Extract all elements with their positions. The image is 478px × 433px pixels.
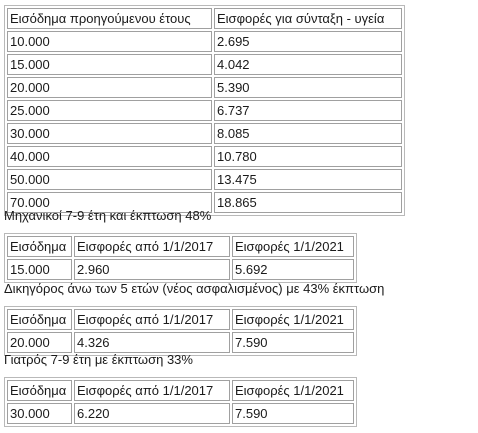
contribution-cell: 18.865	[214, 192, 402, 213]
table-row	[7, 403, 354, 424]
income-cell: 30.000	[7, 403, 72, 424]
header-contributions-2017: Εισφορές από 1/1/2017	[74, 380, 230, 401]
contribution-cell: 10.780	[214, 146, 402, 167]
header-income: Εισόδημα προηγούμενου έτους	[7, 8, 212, 29]
income-cell: 10.000	[7, 31, 212, 52]
income-cell: 30.000	[7, 123, 212, 144]
contribution-2021-cell: 5.692	[232, 259, 354, 280]
contribution-cell: 13.475	[214, 169, 402, 190]
income-cell: 15.000	[7, 54, 212, 75]
table-header-row	[7, 380, 354, 401]
lawyers-table	[4, 306, 357, 356]
header-contributions-2017: Εισφορές από 1/1/2017	[74, 309, 230, 330]
contributions-table	[4, 5, 405, 216]
contribution-2021-cell: 7.590	[232, 332, 354, 353]
header-contributions-2021: Εισφορές 1/1/2021	[232, 236, 354, 257]
table-row	[7, 259, 354, 280]
header-contributions-2021: Εισφορές 1/1/2021	[232, 309, 354, 330]
contribution-2017-cell: 6.220	[74, 403, 230, 424]
income-cell: 15.000	[7, 259, 72, 280]
table-row	[7, 77, 402, 98]
contribution-cell: 8.085	[214, 123, 402, 144]
income-cell: 25.000	[7, 100, 212, 121]
income-cell: 20.000	[7, 77, 212, 98]
header-contributions: Εισφορές για σύνταξη - υγεία	[214, 8, 402, 29]
contribution-cell: 5.390	[214, 77, 402, 98]
header-income: Εισόδημα	[7, 236, 72, 257]
section-caption-engineers: Μηχανικοί 7-9 έτη και έκπτωση 48%	[4, 208, 212, 223]
table-row	[7, 146, 402, 167]
contribution-cell: 2.695	[214, 31, 402, 52]
table-row	[7, 31, 402, 52]
table-row	[7, 54, 402, 75]
section-caption-doctors: Γιατρός 7-9 έτη με έκπτωση 33%	[4, 352, 193, 367]
header-income: Εισόδημα	[7, 309, 72, 330]
contribution-cell: 6.737	[214, 100, 402, 121]
header-contributions-2021: Εισφορές 1/1/2021	[232, 380, 354, 401]
income-cell: 50.000	[7, 169, 212, 190]
contribution-2017-cell: 4.326	[74, 332, 230, 353]
table-row	[7, 169, 402, 190]
table-row	[7, 332, 354, 353]
income-cell: 40.000	[7, 146, 212, 167]
engineers-table	[4, 233, 357, 283]
contribution-2017-cell: 2.960	[74, 259, 230, 280]
header-income: Εισόδημα	[7, 380, 72, 401]
table-header-row	[7, 236, 354, 257]
contribution-2021-cell: 7.590	[232, 403, 354, 424]
income-cell: 20.000	[7, 332, 72, 353]
doctors-table	[4, 377, 357, 427]
table-row	[7, 123, 402, 144]
table-row	[7, 100, 402, 121]
table-header-row	[7, 309, 354, 330]
table-header-row	[7, 8, 402, 29]
section-caption-lawyers: Δικηγόρος άνω των 5 ετών (νέος ασφαλισμένος) με 43% έκπτωση	[4, 281, 385, 296]
contribution-cell: 4.042	[214, 54, 402, 75]
header-contributions-2017: Εισφορές από 1/1/2017	[74, 236, 230, 257]
income-cell: 70.000	[7, 192, 212, 213]
